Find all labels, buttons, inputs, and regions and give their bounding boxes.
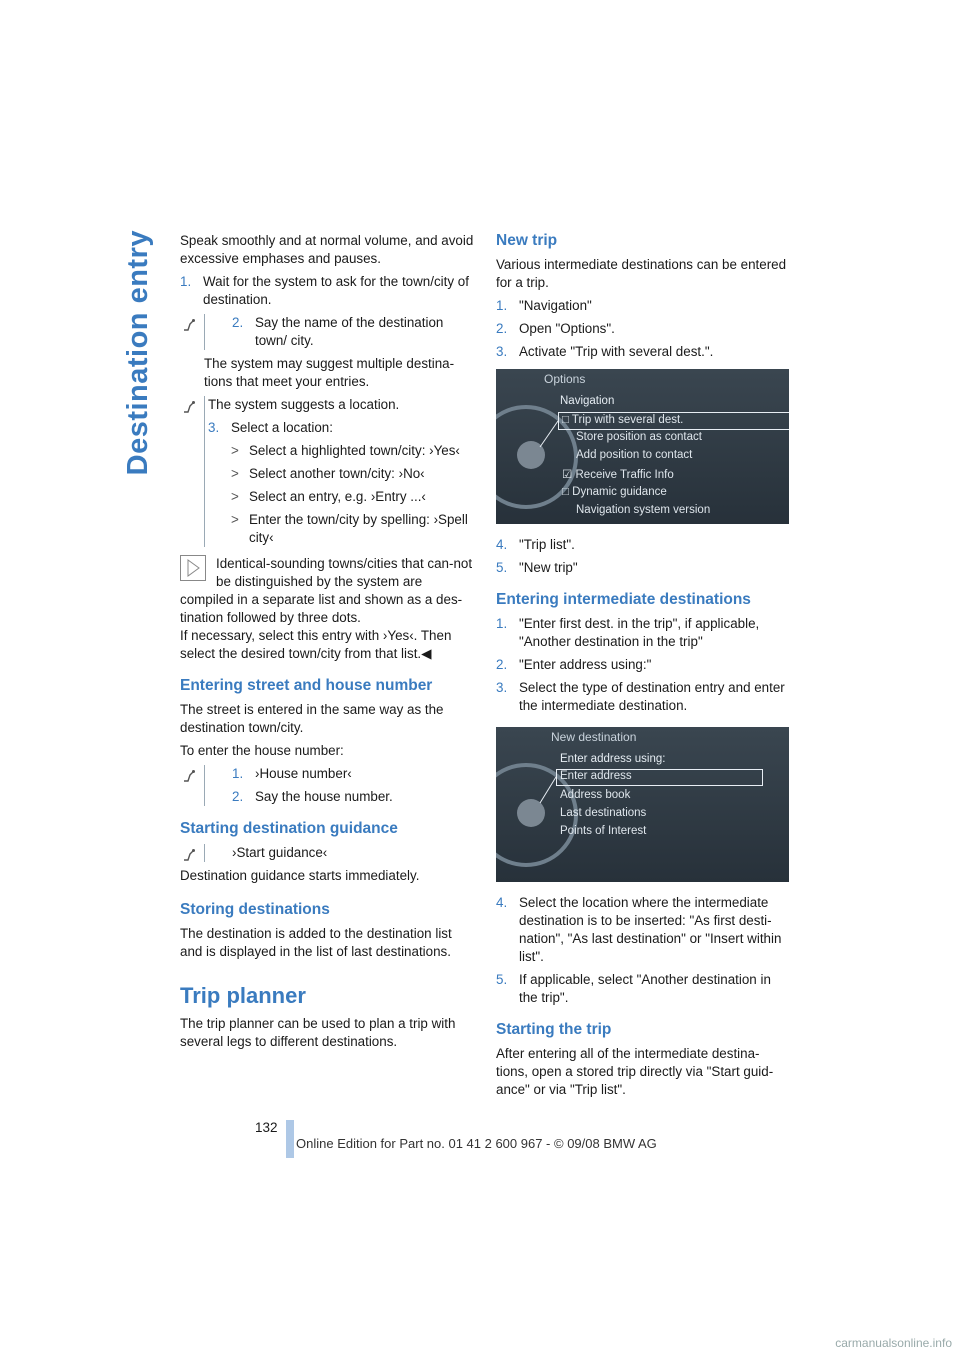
- heading-intermediate: Entering intermediate destinations: [496, 591, 751, 608]
- new-destination-header: Enter address using:: [560, 753, 666, 765]
- heading-storing: Storing destinations: [180, 901, 330, 918]
- heading-new-trip: New trip: [496, 232, 558, 249]
- step-1: 1. Wait for the system to ask for the town/city of destination.: [180, 274, 469, 307]
- destination-item: Enter address: [560, 770, 632, 782]
- new-destination-screen: [496, 727, 789, 882]
- bullet-item: > Select another town/city: ›No‹: [231, 466, 425, 481]
- bullet-item: > Enter the town/city by spelling: ›Spell city‹: [231, 512, 468, 545]
- page-number: 132: [255, 1120, 278, 1135]
- step-2: 2. Say the name of the destination town/ city.: [232, 315, 444, 348]
- footer-bar: [286, 1120, 294, 1158]
- option-item: ☑ Receive Traffic Info: [562, 469, 674, 481]
- section-title: Destination entry: [122, 230, 154, 476]
- inter-step-4: 4. Select the location where the intermediate destination is to be inserted: "As first desti-nation", "As last destination" or "Insert within list".: [496, 895, 782, 964]
- new-step-1: 1. "Navigation": [496, 298, 592, 313]
- options-header: Navigation: [560, 395, 615, 407]
- note-triangle-icon: [180, 555, 206, 581]
- right-column-2: [496, 536, 791, 720]
- suggest-one: The system suggests a location.: [208, 397, 400, 412]
- destination-item: Last destinations: [560, 807, 647, 819]
- bullet-item: > Select an entry, e.g. ›Entry ...‹: [231, 489, 426, 504]
- bullet-item: > Select a highlighted town/city: ›Yes‹: [231, 443, 460, 458]
- option-item: □ Dynamic guidance: [562, 486, 667, 498]
- option-item: Navigation system version: [576, 504, 711, 516]
- suggest-multi: The system may suggest multiple destina-tions that meet your entries.: [204, 356, 455, 389]
- options-title: Options: [544, 372, 586, 386]
- option-item: Store position as contact: [576, 431, 702, 443]
- right-column: New trip Various intermediate destinations can be entered for a trip. 1. "Navigation" 2. Open "Options". 3. Activate "Trip with several dest.".: [496, 232, 791, 366]
- inter-step-5: 5. If applicable, select "Another destination in the trip".: [496, 972, 771, 1005]
- heading-trip-planner: Trip planner: [180, 983, 306, 1008]
- destination-item: Address book: [560, 789, 631, 801]
- new-step-2: 2. Open "Options".: [496, 321, 615, 336]
- voice-command-icon: [182, 769, 196, 783]
- left-column: Speak smoothly and at normal volume, and avoid excessive emphases and pauses. 1. Wait for the system to ask for the town/city of destination. 2. Say the name of the destination town/ city. The system may suggest multiple destina-tions that meet your entries. The system suggests a location. 3. Select a location: > Select a highlighted town/city: ›Yes‹ > Select another town/city: ›No‹ > Select an entry, e.g. ›Entry ...‹ > Enter the town/city by spelling: ›Spell city‹ Identical-sounding towns/cities that can-not be distinguished by the system are compiled in a separate list and shown as a des-tination followed by three dots. If necessary, select this entry with ›Yes‹. Then select the desired town/city from that list.◀ Entering street and house number The street is entered in the same way as the destination town/city. To enter the house number: 1. ›House number‹ 2. Say the house number. Starting destination guidance ›Start guidance‹ Destination guidance starts immediately. Storing destinations The destination is added to the destination list and is displayed in the list of last destinations. Trip planner The trip planner can be used to plan a trip with several legs to different destinations.: [180, 233, 474, 1049]
- options-screen: [496, 369, 789, 524]
- note-block: Identical-sounding towns/cities that can-not be distinguished by the system are compiled in a separate list and shown as a des-tination followed by three dots. If necessary, select this entry with ›Yes‹. Then select the desired town/city from that list.◀: [180, 556, 473, 661]
- watermark: carmanualsonline.info: [835, 1336, 952, 1350]
- new-step-4: 4. "Trip list".: [496, 537, 575, 552]
- option-item: □ Trip with several dest.: [562, 414, 684, 426]
- right-column-3: 4. Select the location where the intermediate destination is to be inserted: "As first desti-nation", "As last destination" or "Insert within list". 5. If applicable, select "Another destination in the trip". Starting the trip After entering all of the intermediate destina-tions, open a stored trip directly via "Start guid-ance" or via "Trip list".: [496, 894, 791, 1104]
- voice-block-4: ›Start guidance‹: [180, 844, 475, 862]
- controller-graphic: [496, 369, 789, 524]
- house-step-2: 2. Say the house number.: [232, 789, 393, 804]
- voice-command-icon: [182, 848, 196, 862]
- option-item: Add position to contact: [576, 449, 693, 461]
- voice-block-1: [180, 314, 475, 350]
- heading-street: Entering street and house number: [180, 677, 433, 694]
- new-step-3: 3. Activate "Trip with several dest.".: [496, 344, 714, 359]
- heading-guidance: Starting destination guidance: [180, 820, 398, 837]
- edition-footer: Online Edition for Part no. 01 41 2 600 967 - © 09/08 BMW AG: [296, 1136, 657, 1151]
- new-step-5: 5. "New trip": [496, 560, 578, 575]
- voice-block-2: [180, 396, 475, 547]
- voice-command-icon: [182, 318, 196, 332]
- inter-step-1: 1. "Enter first dest. in the trip", if applicable, "Another destination in the trip": [496, 616, 760, 649]
- new-destination-title: New destination: [551, 730, 637, 744]
- step-3: 3. Select a location:: [208, 420, 333, 435]
- voice-command-icon: [182, 400, 196, 414]
- voice-block-3: [180, 765, 475, 806]
- destination-item: Points of Interest: [560, 825, 647, 837]
- heading-start-trip: Starting the trip: [496, 1021, 612, 1038]
- house-step-1: 1. ›House number‹: [232, 766, 352, 781]
- inter-step-3: 3. Select the type of destination entry and enter the intermediate destination.: [496, 680, 785, 713]
- intro-paragraph: Speak smoothly and at normal volume, and avoid excessive emphases and pauses.: [180, 233, 474, 266]
- inter-step-2: 2. "Enter address using:": [496, 657, 652, 672]
- controller-graphic: [496, 727, 789, 882]
